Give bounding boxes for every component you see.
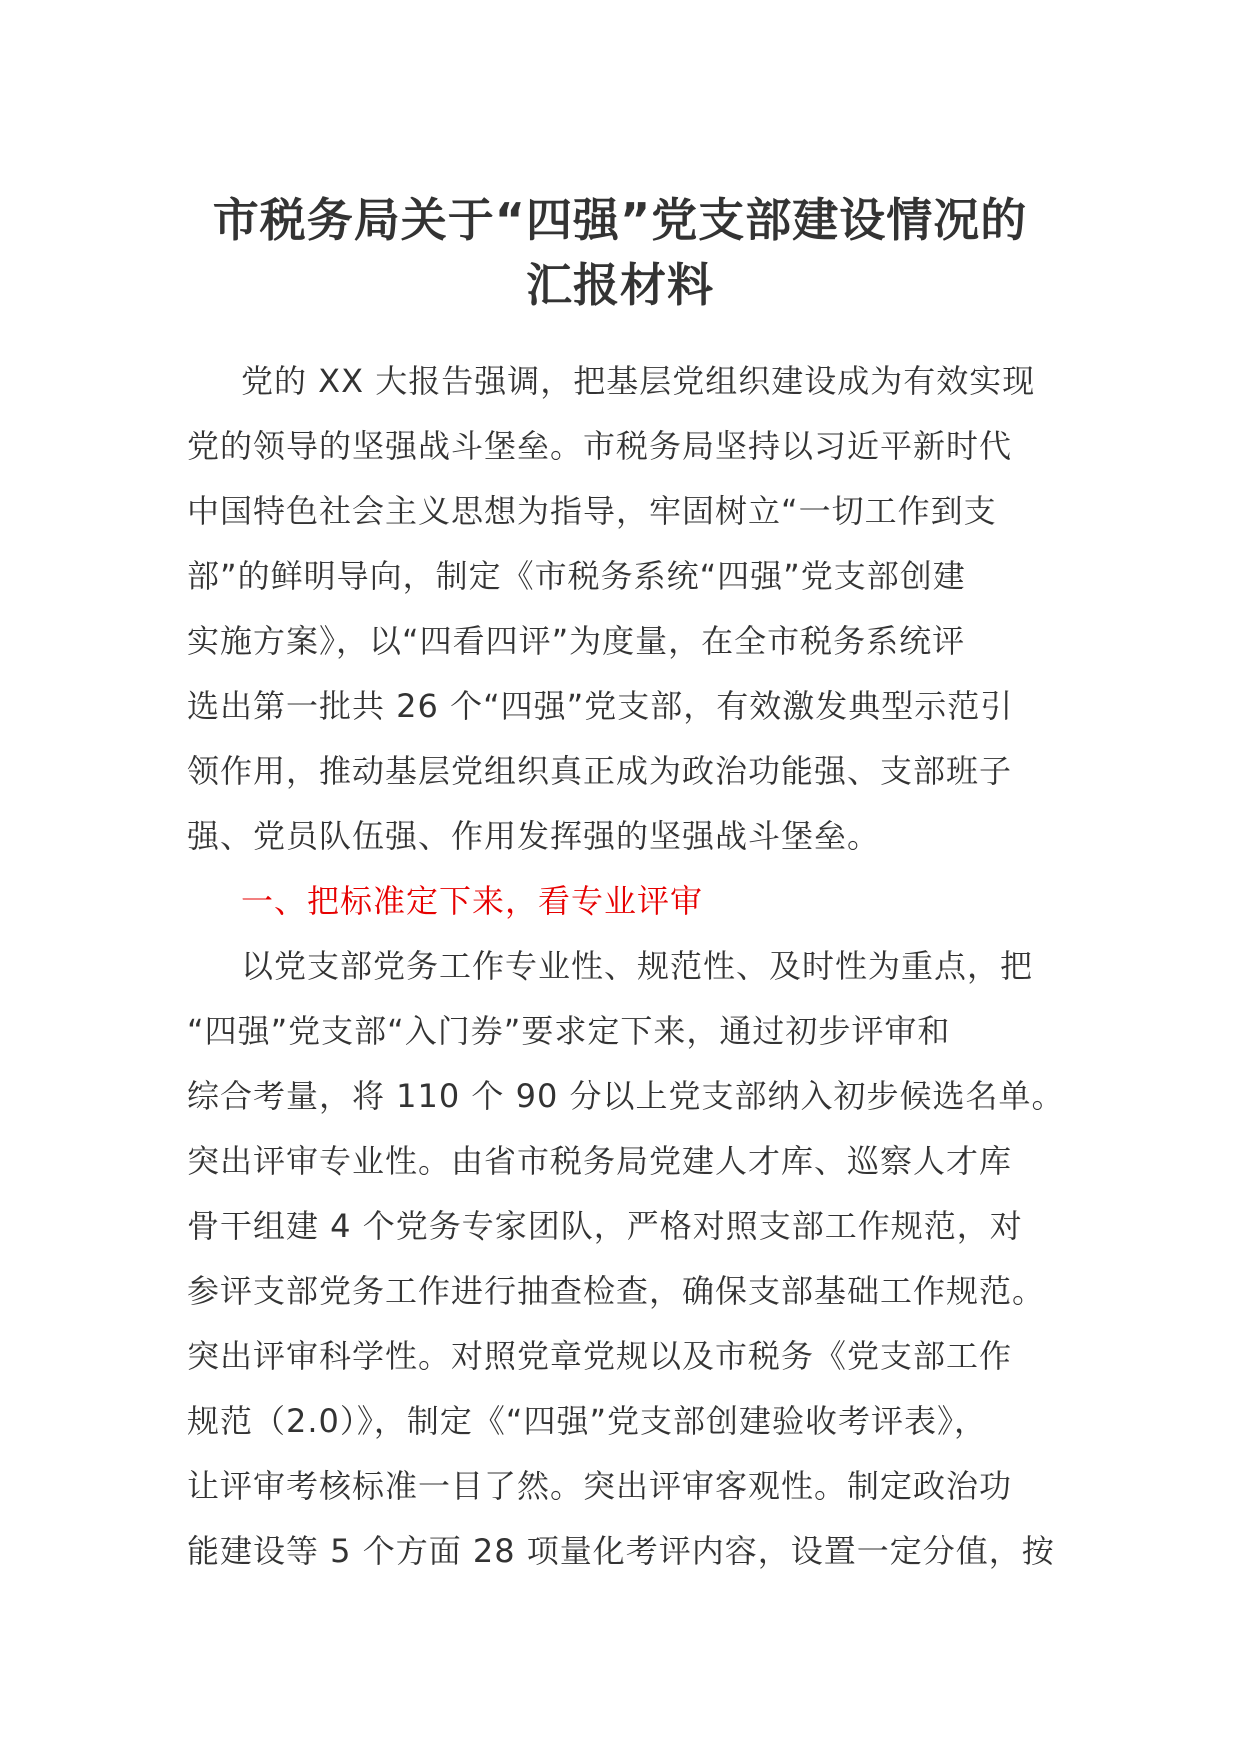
paragraph-line: 突出评审科学性。对照党章党规以及市税务《党支部工作: [187, 1337, 1013, 1375]
title-line: 市税务局关于“四强”党支部建设情况的: [212, 193, 1028, 247]
paragraph-line: 领作用，推动基层党组织真正成为政治功能强、支部班子: [187, 752, 1013, 790]
paragraph-line: 规范（2.0）》，制定《“四强”党支部创建验收考评表》，: [187, 1402, 988, 1440]
document-body: [187, 349, 1067, 1584]
paragraph-line: 能建设等 5 个方面 28 项量化考评内容，设置一定分值，按: [187, 1532, 1055, 1570]
title-line: 汇报材料: [526, 258, 714, 312]
paragraph-line: 让评审考核标准一目了然。突出评审客观性。制定政治功: [187, 1467, 1013, 1505]
paragraph-line: 综合考量，将 110 个 90 分以上党支部纳入初步候选名单。: [187, 1077, 1065, 1115]
paragraph-line: 党的领导的坚强战斗堡垒。市税务局坚持以习近平新时代: [187, 427, 1013, 465]
paragraph-line: 部”的鲜明导向，制定《市税务系统“四强”党支部创建: [187, 557, 966, 595]
paragraph-line: 中国特色社会主义思想为指导，牢固树立“一切工作到支: [187, 492, 997, 530]
paragraph-line: 强、党员队伍强、作用发挥强的坚强战斗堡垒。: [187, 817, 881, 855]
paragraph-line: 实施方案》，以“四看四评”为度量，在全市税务系统评: [187, 622, 966, 660]
paragraph-line: 党的 XX 大报告强调，把基层党组织建设成为有效实现: [241, 362, 1036, 400]
section-heading: 一、把标准定下来，看专业评审: [241, 882, 704, 920]
paragraph-line: 选出第一批共 26 个“四强”党支部，有效激发典型示范引: [187, 687, 1014, 725]
paragraph-line: “四强”党支部“入门券”要求定下来，通过初步评审和: [187, 1012, 951, 1050]
document-title: [180, 188, 1060, 318]
paragraph-line: 骨干组建 4 个党务专家团队，严格对照支部工作规范，对: [187, 1207, 1023, 1245]
paragraph-line: 以党支部党务工作专业性、规范性、及时性为重点，把: [241, 947, 1034, 985]
paragraph-line: 突出评审专业性。由省市税务局党建人才库、巡察人才库: [187, 1142, 1013, 1180]
paragraph-line: 参评支部党务工作进行抽查检查，确保支部基础工作规范。: [187, 1272, 1046, 1310]
